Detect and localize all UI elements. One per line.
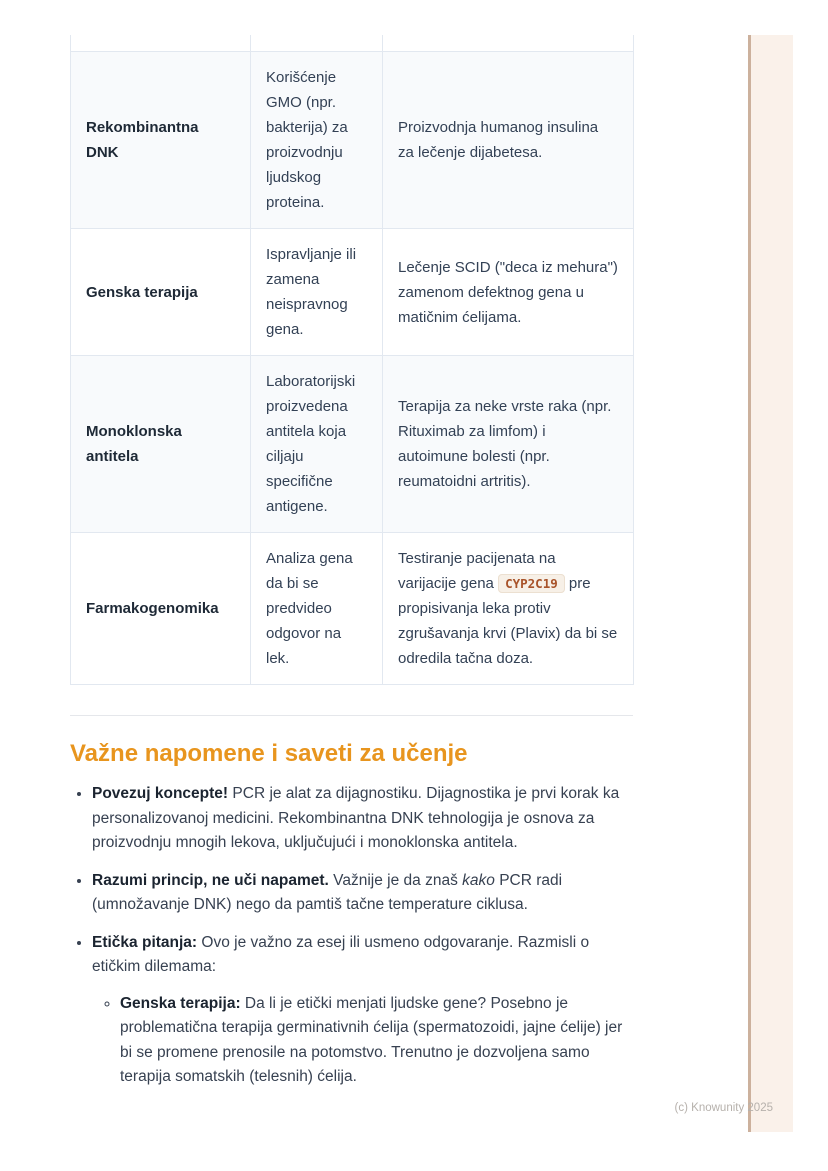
- section-title: Važne napomene i saveti za učenje: [70, 740, 468, 767]
- study-tips-list: [70, 782, 633, 1090]
- list-item: [92, 931, 633, 1090]
- table-cell-term: Farmakogenomika: [71, 533, 251, 685]
- list-item-lead: Razumi princip, ne uči napamet.: [92, 871, 329, 889]
- list-item: [92, 869, 633, 918]
- table-cell-example: Lečenje SCID ("deca iz mehura") zamenom defektnog gena u matičnim ćelijama.: [383, 229, 634, 356]
- list-item-lead: Povezuj koncepte!: [92, 785, 229, 802]
- table-cell-example: Proizvodnja humanog insulina za lečenje dijabetesa.: [383, 52, 634, 229]
- example-text: Testiranje pacijenata na varijacije gena: [398, 550, 556, 592]
- table-cell-description: Ispravljanje ili zamena neispravnog gena.: [251, 229, 383, 356]
- table-row: [71, 229, 634, 356]
- table-row: [71, 52, 634, 229]
- list-item-text: Važnije je da znaš: [333, 871, 458, 889]
- table-row-continued: [71, 35, 634, 52]
- biotech-applications-table: [70, 35, 634, 685]
- sub-list-item: [120, 992, 633, 1090]
- sub-list-item-text: Da li je etički menjati ljudske gene? Posebno je problematična terapija germinativnih ćelija (spermatozoidi, jajne ćelije) jer bi se promene prenosile na potomstvo. Trenutno je dozvoljena samo terapija somatskih (telesnih) ćelija.: [120, 994, 623, 1085]
- table-cell-example: Terapija za neke vrste raka (npr. Rituximab za limfom) i autoimune bolesti (npr. reumatoidni artritis).: [383, 356, 634, 533]
- list-item-text: PCR je alat za dijagnostiku. Dijagnostika je prvi korak ka personalizovanoj medicini. Rekombinantna DNK tehnologija je osnova za proizvodnju mnogih lekova, uključujući i monoklonska antitela.: [92, 785, 620, 851]
- table-cell-term: Rekombinantna DNK: [71, 52, 251, 229]
- list-item: [92, 782, 633, 856]
- table-cell-description: Laboratorijski proizvedena antitela koja ciljaju specifične antigene.: [251, 356, 383, 533]
- copyright-notice: (c) Knowunity 2025: [674, 1102, 773, 1114]
- empty-cell: [383, 35, 634, 52]
- empty-cell: [251, 35, 383, 52]
- sub-list-item-lead: Genska terapija:: [120, 994, 241, 1012]
- table-cell-term: Monoklonska antitela: [71, 356, 251, 533]
- document-content: [70, 35, 633, 1103]
- table-row: [71, 356, 634, 533]
- page-edge-ribbon: [748, 35, 793, 1132]
- empty-cell: [71, 35, 251, 52]
- section-divider: [70, 715, 633, 716]
- table-cell-example: [383, 533, 634, 685]
- table-cell-description: Analiza gena da bi se predvideo odgovor na lek.: [251, 533, 383, 685]
- list-item-emphasis: kako: [462, 871, 495, 889]
- list-item-lead: Etička pitanja:: [92, 933, 198, 951]
- list-item-text: PCR radi (umnožavanje DNK) nego da pamtiš tačne temperature ciklusa.: [92, 871, 563, 913]
- ethics-sub-list: [92, 992, 633, 1090]
- table-row: [71, 533, 634, 685]
- table-cell-term: Genska terapija: [71, 229, 251, 356]
- table-cell-description: Korišćenje GMO (npr. bakterija) za proizvodnju ljudskog proteina.: [251, 52, 383, 229]
- example-text: pre propisivanja leka protiv zgrušavanja krvi (Plavix) da bi se odredila tačna doza.: [398, 575, 618, 667]
- gene-code-chip: CYP2C19: [498, 574, 565, 593]
- list-item-text: Ovo je važno za esej ili usmeno odgovaranje. Razmisli o etičkim dilemama:: [92, 933, 590, 975]
